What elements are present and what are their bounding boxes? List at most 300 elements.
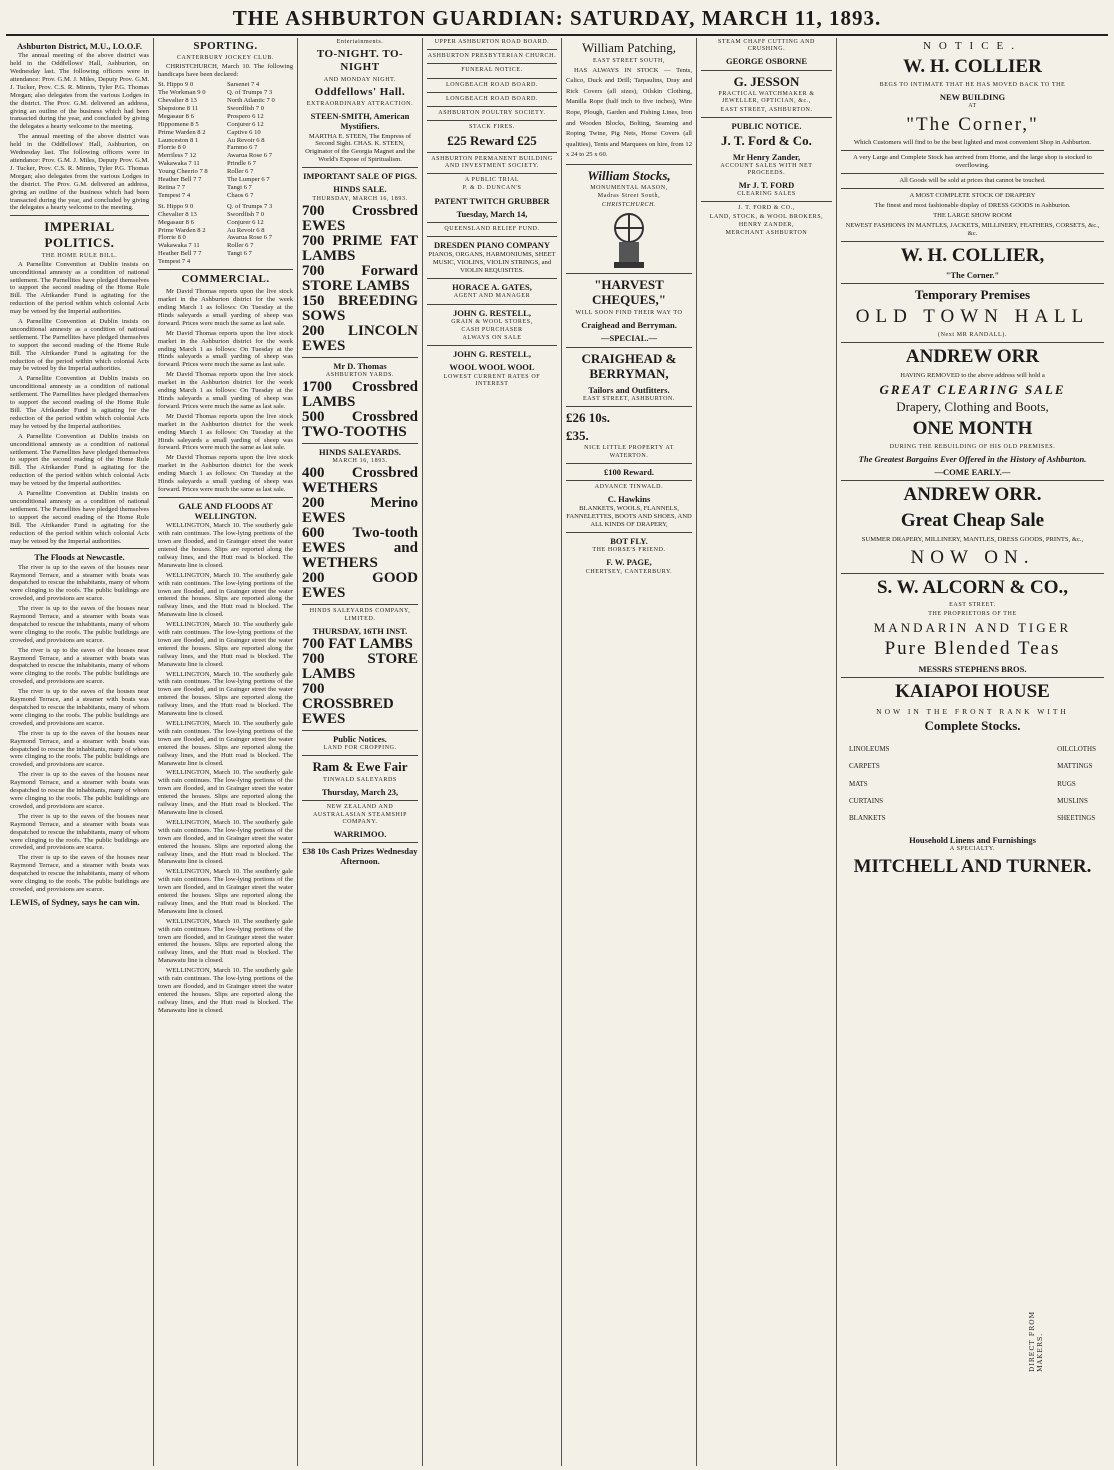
headline: ASHBURTON POULTRY SOCIETY.: [438, 109, 546, 116]
headline: IMPERIAL POLITICS.: [44, 219, 115, 250]
divider: [427, 304, 557, 305]
headline: MESSRS STEPHENS BROS.: [918, 664, 1027, 675]
list-item: 700 Crossbred EWES: [302, 202, 418, 234]
headline: "HARVEST CHEQUES,": [591, 276, 667, 308]
headline: SPORTING.: [193, 40, 258, 52]
headline: Ashburton District, M.U., I.O.O.F.: [16, 41, 143, 51]
table-cell: Q. of Trumps 7 3: [227, 89, 273, 97]
table-cell: Heather Bell 7 7: [158, 250, 202, 258]
article-text: The annual meeting of the above district was held in the Oddfellows' Hall, Ashburton, on Wednesday last. The following officers were in attendance: Prov. G.M. J. Miles, Deputy Prov. G.M. J. Tucker, Prov. C.S. R. Minnis, Tyler P.G. Thomas Morgan; also delegates from the various Lodges in the district. The Prov. G.M. delivered an address, giving an outline of the business which had been transacted during the year, and concluded by giving the delegates a hearty welcome to the meeting.: [10, 52, 149, 131]
subheadline: Madras Street South,: [597, 193, 661, 200]
divider: [302, 443, 418, 444]
list-item: 700 FAT LAMBS: [302, 636, 413, 652]
headline: Household Linens and Furnishings: [909, 834, 1036, 845]
headline: W. H. COLLIER: [903, 56, 1042, 78]
table-cell: Sarsenet 7 4: [227, 81, 260, 89]
article-text: WELLINGTON, March 10. The southerly gale with rain continues. The low-lying portions of the town are flooded, and in Grainger street the water entered the houses. Slips are reported along the railway lines, and the Hutt road is blocked. The Manawatu line is closed.: [158, 917, 293, 965]
list-item: MATTINGS: [1057, 762, 1093, 771]
column-ads-entertainment: [298, 38, 422, 1466]
subheadline: ASHBURTON YARDS.: [325, 371, 395, 378]
headline: GEORGE OSBORNE: [725, 56, 807, 67]
divider: [566, 480, 692, 481]
headline: The Greatest Bargains Ever Offered in the History of Ashburton.: [858, 453, 1087, 464]
divider: [158, 497, 293, 498]
subheadline: GRAIN & WOOL STORES,: [451, 318, 533, 325]
headline: COMMERCIAL.: [181, 273, 270, 286]
divider: [427, 49, 557, 50]
headline: THURSDAY, 16TH INST.: [312, 625, 408, 636]
ad-text: HAS ALWAYS IN STOCK — Tents, Calico, Duck and Drill; Tarpaulins, Dray and Rick Covers (all sizes), Oilskin Clothing, Manilla Rope (half inch to five inches), Wire Rope, Plough, Garden and Fishing Lines, Iron and Wooden Blocks, Bolting, Seaming and Roping Twine, Pig Nets, Horse Covers (all qualities), Tents and Marquees on hire, from 12 x 24 to 25 x 60.: [566, 66, 692, 159]
list-item: 700 PRIME FAT LAMBS: [302, 232, 418, 264]
headline: £100 Reward.: [603, 466, 655, 477]
table-cell: Conjurer 6 12: [227, 120, 264, 128]
headline: NICE LITTLE PROPERTY AT WATERTON.: [584, 445, 674, 459]
ad-text: THE LARGE SHOW ROOM: [933, 211, 1012, 219]
table-cell: The Lumper 6 7: [227, 176, 270, 184]
list-item: 700 STORE LAMBS: [302, 651, 418, 682]
divider: [566, 463, 692, 464]
list-item: CURTAINS: [849, 796, 884, 805]
subheadline: PRACTICAL WATCHMAKER & JEWELLER, OPTICIAN, &c.,: [718, 91, 815, 105]
list-item: BLANKETS: [849, 814, 886, 823]
headline: DRESDEN PIANO COMPANY: [433, 240, 550, 251]
article-text: The river is up to the eaves of the houses near Raymond Terrace, and a steamer with boats was despatched to rescue the inhabitants, many of whom were clinging to the roofs. The public buildings are crowded, and provisions are scarce.: [10, 729, 149, 769]
divider: [427, 152, 557, 153]
headline: PUBLIC NOTICE.: [731, 120, 802, 131]
divider: [841, 188, 1104, 189]
headline: Complete Stocks.: [924, 718, 1021, 734]
divider: [302, 167, 418, 168]
price: £26 10s.: [566, 410, 611, 426]
article-text: WELLINGTON, March 10. The southerly gale with rain continues. The low-lying portions of the town are flooded, and in Grainger street the water entered the houses. Slips are reported along the railway lines, and the Hutt road is blocked. The Manawatu line is closed.: [158, 522, 293, 569]
headline: HINDS SALE.: [333, 184, 387, 195]
headline: —COME EARLY.—: [934, 467, 1011, 478]
divider: [158, 269, 293, 270]
headline: NOTICE.: [922, 40, 1023, 52]
article-text: A Parnellite Convention at Dublin insists on unconditional amnesty as a condition of national settlement. The Parnellites have pledged themselves to support the second reading of the Home Rule Bill. The Afrikander Fund is agitating for the reduction of the period within which colonial Acts may be vetoed by the Imperial authorities.: [10, 490, 149, 545]
headline: ANDREW ORR: [905, 346, 1040, 368]
divider: [701, 70, 832, 71]
list-item: SHEETINGS: [1057, 814, 1096, 823]
article-text: CHRISTCHURCH, March 10. The following handicaps have been declared:: [158, 63, 293, 79]
divider: [841, 173, 1104, 174]
headline: MITCHELL AND TURNER.: [853, 856, 1092, 878]
article-text: WELLINGTON, March 10. The southerly gale with rain continues. The low-lying portions of the town are flooded, and in Grainger street the water entered the houses. Slips are reported along the railway lines, and the Hutt road is blocked. The Manawatu line is closed.: [158, 868, 293, 915]
list-item: MATS: [849, 779, 868, 788]
divider: [427, 106, 557, 107]
headline: ADVANCE TINWALD.: [594, 483, 664, 490]
article-text: The annual meeting of the above district was held in the Oddfellows' Hall, Ashburton, on Wednesday last. The following officers were in attendance: Prov. G.M. J. Miles, Deputy Prov. G.M. J. Tucker, Prov. C.S. R. Minnis, Tyler P.G. Thomas Morgan; also delegates from the various Lodges in the district. The Prov. G.M. delivered an address, giving an outline of the business which had been transacted during the year, and concluded by giving the delegates a hearty welcome to the meeting.: [10, 133, 149, 212]
ad-text: All Goods will be sold at prices that cannot be touched.: [899, 177, 1046, 185]
headline: C. Hawkins: [607, 494, 651, 505]
article-text: WELLINGTON, March 10. The southerly gale with rain continues. The low-lying portions of the town are flooded, and in Grainger street the water entered the houses. Slips are reported along the railway lines, and the Hutt road is blocked. The Manawatu line is closed.: [158, 967, 293, 1014]
divider: [566, 273, 692, 274]
subheadline: WILL SOON FIND THEIR WAY TO: [575, 310, 683, 317]
subheadline: DURING THE REBUILDING OF HIS OLD PREMISES.: [889, 443, 1056, 450]
headline: THE HORSE'S FRIEND.: [592, 547, 666, 554]
article-text: Mr David Thomas reports upon the live stock market in the Ashburton district for the week ending March 1 as follows: On Tuesday at the Hinds saleyards a small yarding of sheep was forward. Prices were much the same as last sale.: [158, 371, 293, 410]
table-cell: Q. of Trumps 7 3: [227, 202, 273, 210]
headline: Tuesday, March 14,: [456, 208, 528, 219]
divider: [427, 120, 557, 121]
article-text: The river is up to the eaves of the houses near Raymond Terrace, and a steamer with boats was despatched to rescue the inhabitants, many of whom were clinging to the roofs. The public buildings are crowded, and provisions are scarce.: [10, 605, 149, 644]
column-notices: [423, 38, 561, 1466]
article-text: Mr David Thomas reports upon the live stock market in the Ashburton district for the week ending March 1 as follows: On Tuesday at the Hinds saleyards a small yarding of sheep was forward. Prices were much the same as last sale.: [158, 454, 293, 493]
divider: [427, 78, 557, 79]
article-text: The river is up to the eaves of the houses near Raymond Terrace, and a steamer with boats was despatched to rescue the inhabitants, many of whom were clinging to the roofs. The public buildings are crowded, and provisions are scarce.: [10, 563, 149, 603]
divider: [427, 278, 557, 279]
list-item: 700 CROSSBRED EWES: [302, 681, 394, 727]
list-item: 1700 Crossbred LAMBS: [302, 379, 418, 411]
table-cell: Wakawaka 7 11: [158, 242, 200, 250]
table-cell: Prime Warden 8 2: [158, 226, 206, 234]
headline: TO-NIGHT. TO-NIGHT: [316, 48, 404, 74]
divider: [302, 357, 418, 358]
headline: W. H. COLLIER,: [900, 244, 1045, 266]
headline: Great Cheap Sale: [900, 510, 1045, 532]
divider: [10, 548, 149, 549]
headline: F. W. PAGE,: [606, 557, 652, 568]
divider: [302, 842, 418, 843]
article-text: A Parnellite Convention at Dublin insists on unconditional amnesty as a condition of national settlement. The Parnellites have pledged themselves to support the second reading of the Home Rule Bill. The Afrikander Fund is agitating for the reduction of the period within which colonial Acts may be vetoed by the Imperial authorities.: [10, 260, 149, 316]
handicap-col-left: [158, 203, 224, 266]
divider: [427, 345, 557, 346]
headline: A PUBLIC TRIAL: [464, 177, 520, 184]
table-cell: Swordfish 7 0: [227, 104, 264, 112]
divider: [566, 347, 692, 348]
subheadline: LAND, STOCK, & WOOL BROKERS,: [709, 213, 824, 220]
headline: KAIAPOI HOUSE: [895, 681, 1050, 703]
article-text: WELLINGTON, March 10. The southerly gale with rain continues. The low-lying portions of the town are flooded, and in Grainger street the water entered the houses. Slips are reported along the railway lines, and the Hutt road is blocked. The Manawatu line is closed.: [158, 670, 293, 718]
divider: [841, 283, 1104, 284]
divider: [841, 342, 1104, 343]
list-item: LINOLEUMS: [849, 744, 890, 753]
monument-illustration-icon: [604, 210, 654, 270]
headline: ASHBURTON PERMANENT BUILDING AND INVESTMENT SOCIETY.: [431, 155, 553, 170]
table-cell: Conjurer 6 12: [227, 218, 264, 226]
handicap-table: [158, 81, 293, 200]
divider: [302, 604, 418, 605]
headline: Mr Henry Zander,: [732, 151, 801, 162]
headline: G. JESSON: [733, 73, 800, 89]
headline: "The Corner,": [906, 113, 1039, 135]
section-label: Entertainments.: [336, 39, 384, 45]
list-item: CARPETS: [849, 762, 880, 771]
subheadline: THE HOME RULE BILL.: [41, 252, 118, 259]
ad-text: MARTHA E. STEEN, The Empress of Second Sight. CHAS. K. STEEN, Originator of the Georgia Magnet and the World's Expose of Spiritualism.: [305, 132, 415, 164]
column-news: [6, 38, 153, 1466]
headline: IMPORTANT SALE OF PIGS.: [303, 171, 417, 182]
date-line: MARCH 16, 1893.: [332, 458, 388, 465]
headline: HINDS SALEYARDS COMPANY, LIMITED.: [309, 608, 411, 622]
headline: STEAM CHAFF CUTTING AND CRUSHING.: [718, 39, 815, 53]
headline: UPPER ASHBURTON ROAD BOARD.: [434, 39, 550, 45]
headline: "The Corner.": [945, 270, 1000, 281]
headline: Tailors and Outfitters.: [588, 384, 670, 395]
headline: The Floods at Newcastle.: [34, 552, 125, 563]
headline: HINDS SALEYARDS.: [319, 447, 401, 458]
table-cell: Au Revoir 6 8: [227, 226, 265, 234]
headline: MANDARIN AND TIGER: [873, 619, 1072, 635]
column-ads-b: [697, 38, 836, 1466]
article-text: A Parnellite Convention at Dublin insists on unconditional amnesty as a condition of national settlement. The Parnellites have pledged themselves to support the second reading of the Home Rule Bill. The Afrikander Fund is agitating for the reduction of the period within which colonial Acts may be vetoed by the Imperial authorities.: [10, 318, 149, 373]
price: £35.: [566, 427, 589, 443]
table-cell: Awarua Rose 6 7: [227, 152, 272, 160]
subheadline: AGENT AND MANAGER: [453, 293, 531, 300]
headline: ASHBURTON PRESBYTERIAN CHURCH.: [427, 53, 557, 60]
headline: PATENT TWITCH GRUBBER: [434, 195, 550, 206]
headline: WARRIMOO.: [333, 828, 387, 839]
divider: [427, 236, 557, 237]
headline: £38 10s Cash Prizes Wednesday Afternoon.: [302, 846, 418, 867]
headline: Thursday, March 23,: [321, 787, 399, 798]
headline: BOT FLY.: [610, 536, 648, 547]
headline: GREAT CLEARING SALE: [879, 381, 1066, 397]
divider: [302, 730, 418, 731]
subheadline: EAST STREET, ASHBURTON.: [720, 106, 813, 113]
divider: [701, 117, 832, 118]
headline: William Patching,: [581, 40, 677, 55]
divider: [701, 201, 832, 202]
handicap-table: [158, 203, 293, 266]
ad-text: SUMMER DRAPERY, MILLINERY, MANTLES, DRESS GOODS, PRINTS, &c.,: [861, 535, 1084, 543]
divider: [841, 677, 1104, 678]
headline: CRAIGHEAD & BERRYMAN,: [581, 350, 677, 382]
list-item: 200 Merino EWES: [302, 495, 418, 527]
headline: Mr J. T. FORD: [738, 180, 795, 191]
subheadline: CANTERBURY JOCKEY CLUB.: [176, 55, 275, 62]
headline: £25 Reward £25: [447, 133, 537, 149]
article-text: Mr David Thomas reports upon the live stock market in the Ashburton district for the week ending March 1 as follows: On Tuesday at the Hinds saleyards a small yarding of sheep was forward. Prices were much the same as last sale.: [158, 329, 293, 369]
subheadline: BEGS TO INTIMATE THAT HE HAS MOVED BACK TO THE: [879, 81, 1066, 88]
list-item: RUGS: [1057, 779, 1076, 788]
vertical-label: DIRECT FROM MAKERS.: [1028, 1310, 1044, 1372]
ad-text: HAVING REMOVED to the above address will hold a: [900, 371, 1045, 379]
list-item: MUSLINS: [1057, 796, 1088, 805]
headline: QUEENSLAND RELIEF FUND.: [444, 226, 540, 233]
headline: NEW BUILDING: [939, 92, 1006, 103]
headline: J. T. FORD & CO.,: [738, 205, 795, 212]
ad-text: The finest and most fashionable display of DRESS GOODS in Ashburton.: [874, 201, 1071, 209]
headline: LONGBEACH ROAD BOARD.: [445, 95, 539, 102]
ad-text: A MOST COMPLETE STOCK OF DRAPERY: [909, 191, 1036, 199]
table-cell: Heather Bell 7 7: [158, 176, 202, 184]
list-item: 200 LINCOLN EWES: [302, 322, 418, 354]
table-cell: Chaos 6 7: [227, 191, 254, 199]
subheadline: MERCHANT ASHBURTON: [725, 230, 808, 236]
table-cell: Farnmo 6 7: [227, 144, 258, 152]
headline: JOHN G. RESTELL,: [453, 349, 531, 360]
table-cell: Prime Warden 8 2: [158, 128, 206, 136]
ad-text: A very Large and Complete Stock has arrived from Home, and the large shop is stocked to overflowing.: [853, 154, 1092, 170]
headline: FUNERAL NOTICE.: [461, 67, 523, 74]
subheadline: CHERTSEY, CANTERBURY.: [585, 568, 673, 575]
sale-list: [302, 204, 418, 354]
divider: [427, 222, 557, 223]
items-col-right: [1057, 736, 1096, 832]
subheadline: AT: [968, 103, 977, 110]
table-cell: Chevalier 8 13: [158, 97, 197, 104]
table-cell: Roller 6 7: [227, 168, 254, 176]
column-sporting: [154, 38, 297, 1466]
table-cell: Merriless 7 12: [158, 152, 197, 160]
ad-text: PIANOS, ORGANS, HARMONIUMS, SHEET MUSIC, VIOLINS, VIOLIN STRINGS, and VIOLIN REQUISITES.: [428, 251, 556, 275]
headline: ANDREW ORR.: [903, 484, 1042, 506]
headline: J. T. Ford & Co.: [721, 132, 812, 148]
table-cell: St. Hippo 9 0: [158, 202, 194, 210]
table-cell: Awarua Rose 6 7: [227, 234, 272, 242]
article-text: A Parnellite Convention at Dublin insists on unconditional amnesty as a condition of national settlement. The Parnellites have pledged themselves to support the second reading of the Home Rule Bill. The Afrikander Fund is agitating for the reduction of the period within which colonial Acts may be vetoed by the Imperial authorities.: [10, 432, 149, 488]
subheadline: EAST STREET.: [949, 602, 996, 609]
divider: [302, 800, 418, 801]
article-text: Mr David Thomas reports upon the live stock market in the Ashburton district for the week ending March 1 as follows: On Tuesday at the Hinds saleyards a small yarding of sheep was forward. Prices were much the same as last sale.: [158, 288, 293, 327]
items-col-left: [849, 736, 889, 832]
table-cell: Tempest 7 4: [158, 258, 191, 266]
headline: Mr D. Thomas: [333, 360, 387, 371]
headline: Craighead and Berryman.: [581, 320, 677, 331]
handicap-col-right: [227, 203, 293, 266]
subheadline: THE PROPRIETORS OF THE: [928, 610, 1017, 617]
subheadline: LAND FOR CROPPING.: [323, 745, 397, 752]
headline: STEEN-SMITH, American Mystifiers.: [310, 111, 410, 132]
ad-text: BLANKETS, WOOLS, FLANNELS, FANNELETTES, BOOTS AND SHOES, AND ALL KINDS OF DRAPERY,: [566, 505, 692, 529]
subheadline: EAST STREET, ASHBURTON.: [582, 395, 676, 402]
table-cell: North Atlantic 7 0: [227, 97, 275, 104]
headline: ONE MONTH: [912, 417, 1033, 439]
subheadline: EAST STREET SOUTH,: [592, 57, 666, 64]
table-cell: Megasaur 8 6: [158, 218, 194, 226]
divider: [10, 215, 149, 216]
headline: OLD TOWN HALL: [855, 306, 1090, 328]
table-cell: Florrie 8 0: [158, 234, 186, 242]
article-text: The river is up to the eaves of the houses near Raymond Terrace, and a steamer with boats was despatched to rescue the inhabitants, many of whom were clinging to the roofs. The public buildings are crowded, and provisions are scarce.: [10, 646, 149, 686]
article-text: Mr David Thomas reports upon the live stock market in the Ashburton district for the week ending March 1 as follows: On Tuesday at the Hinds saleyards a small yarding of sheep was forward. Prices were much the same as last sale.: [158, 412, 293, 452]
table-cell: Florrie 8 0: [158, 144, 186, 152]
column-ads-c: [837, 38, 1108, 1466]
article-text: A Parnellite Convention at Dublin insists on unconditional amnesty as a condition of national settlement. The Parnellites have pledged themselves to support the second reading of the Home Rule Bill. The Afrikander Fund is agitating for the reduction of the period within which colonial Acts may be vetoed by the Imperial authorities.: [10, 375, 149, 430]
divider: [841, 573, 1104, 574]
article-text: WELLINGTON, March 10. The southerly gale with rain continues. The low-lying portions of the town are flooded, and in Grainger street the water entered the houses. Slips are reported along the railway lines, and the Hutt road is blocked. The Manawatu line is closed.: [158, 621, 293, 668]
divider: [566, 406, 692, 407]
headline: LEWIS, of Sydney, says he can win.: [10, 896, 140, 907]
divider: [841, 150, 1104, 151]
table-cell: Hippomene 8 5: [158, 120, 199, 128]
headline: NOW ON.: [910, 546, 1035, 568]
handicap-col-left: [158, 81, 224, 200]
divider: [302, 755, 418, 756]
table-cell: Wakawaka 7 11: [158, 160, 200, 168]
headline: —SPECIAL.—: [601, 333, 657, 344]
article-text: WELLINGTON, March 10. The southerly gale with rain continues. The low-lying portions of the town are flooded, and in Grainger street the water entered the houses. Slips are reported along the railway lines, and the Hutt road is blocked. The Manawatu line is closed.: [158, 818, 293, 866]
table-cell: The Workman 9 0: [158, 89, 206, 97]
divider: [427, 92, 557, 93]
article-text: WELLINGTON, March 10. The southerly gale with rain continues. The low-lying portions of the town are flooded, and in Grainger street the water entered the houses. Slips are reported along the railway lines, and the Hutt road is blocked. The Manawatu line is closed.: [158, 571, 293, 619]
article-text: The river is up to the eaves of the houses near Raymond Terrace, and a steamer with boats was despatched to rescue the inhabitants, many of whom were clinging to the roofs. The public buildings are crowded, and provisions are scarce.: [10, 771, 149, 810]
headline: NEW ZEALAND AND AUSTRALASIAN STEAMSHIP COMPANY.: [312, 804, 408, 825]
column-ads-a: [562, 38, 696, 1466]
table-cell: Chevalier 8 13: [158, 210, 197, 218]
divider: [841, 241, 1104, 242]
table-cell: Tempest 7 4: [158, 191, 191, 199]
list-item: 150 BREEDING SOWS: [302, 292, 418, 324]
subheadline: P. & D. DUNCAN'S: [462, 185, 522, 192]
subheadline: CHRISTCHURCH.: [601, 201, 657, 208]
subheadline: CLEARING SALES: [737, 191, 796, 198]
list-item: 600 Two-tooth EWES and WETHERS: [302, 525, 418, 572]
headline: GALE AND FLOODS AT WELLINGTON.: [178, 500, 273, 522]
subheadline: (Next MR RANDALL).: [938, 331, 1007, 338]
headline: LONGBEACH ROAD BOARD.: [445, 81, 539, 88]
table-cell: Young Cheerio 7 8: [158, 168, 208, 176]
ad-text: NEWEST FASHIONS IN MANTLES, JACKETS, MILLINERY, FEATHERS, CORSETS, &c., &c.: [845, 221, 1100, 237]
masthead-rule: [6, 34, 1108, 36]
list-item: 700 Forward STORE LAMBS: [302, 262, 418, 294]
divider: [841, 480, 1104, 481]
ad-text: Which Customers will find to be the best lighted and most convenient Shop in Ashburton.: [853, 139, 1092, 147]
subheadline: EXTRAORDINARY ATTRACTION.: [306, 100, 414, 107]
headline: Oddfellows' Hall.: [314, 85, 406, 98]
headline: WOOL WOOL WOOL: [449, 362, 535, 373]
headline: S. W. ALCORN & CO.,: [876, 576, 1069, 598]
article-text: The river is up to the eaves of the houses near Raymond Terrace, and a steamer with boats was despatched to rescue the inhabitants, many of whom were clinging to the roofs. The public buildings are crowded, and provisions are scarce.: [10, 812, 149, 852]
table-cell: Prindle 6 7: [227, 160, 256, 168]
article-text: The river is up to the eaves of the houses near Raymond Terrace, and a steamer with boats was despatched to rescue the inhabitants, many of whom were clinging to the roofs. The public buildings are crowded, and provisions are scarce.: [10, 854, 149, 893]
subheadline: AND MONDAY NIGHT.: [323, 76, 397, 83]
headline: Drapery, Clothing and Boots,: [896, 399, 1049, 415]
divider: [427, 173, 557, 174]
table-cell: Shepstone 8 11: [158, 104, 199, 112]
table-cell: Megasaur 8 6: [158, 112, 194, 120]
headline: Ram & Ewe Fair: [312, 759, 408, 775]
table-cell: Swordfish 7 0: [227, 210, 264, 218]
article-text: WELLINGTON, March 10. The southerly gale with rain continues. The low-lying portions of the town are flooded, and in Grainger street the water entered the houses. Slips are reported along the railway lines, and the Hutt road is blocked. The Manawatu line is closed.: [158, 720, 293, 767]
headline: HORACE A. GATES,: [452, 282, 532, 293]
headline: STACK FIRES.: [469, 124, 515, 131]
headline: Temporary Premises: [914, 287, 1031, 303]
table-cell: Launceston 8 1: [158, 136, 199, 144]
table-cell: Roller 6 7: [227, 242, 254, 250]
subheadline: A SPECIALTY.: [949, 845, 996, 852]
table-cell: Prospero 6 12: [227, 112, 264, 120]
headline: Public Notices.: [333, 734, 387, 744]
divider: [566, 164, 692, 165]
items-table: [841, 736, 1104, 832]
date-line: THURSDAY, MARCH 16, 1893.: [312, 195, 408, 202]
article-text: The river is up to the eaves of the houses near Raymond Terrace, and a steamer with boats was despatched to rescue the inhabitants, many of whom were clinging to the roofs. The public buildings are crowded, and provisions are scarce.: [10, 688, 149, 727]
subheadline: NOW IN THE FRONT RANK WITH: [876, 707, 1069, 717]
list-item: 400 Crossbred WETHERS: [302, 465, 418, 497]
subheadline: ALWAYS ON SALE: [462, 335, 522, 342]
subheadline: LOWEST CURRENT RATES OF INTEREST: [443, 373, 541, 387]
subheadline: MONUMENTAL MASON,: [590, 185, 668, 192]
table-cell: St. Hippo 9 0: [158, 81, 194, 89]
headline: JOHN G. RESTELL,: [453, 307, 531, 318]
list-item: 200 GOOD EWES: [302, 570, 418, 602]
subheadline: HENRY ZANDER,: [738, 221, 795, 228]
list-item: 500 Crossbred TWO-TOOTHS: [302, 409, 418, 441]
table-cell: Au Revoir 6 8: [227, 136, 265, 144]
subheadline: TINWALD SALEYARDS: [323, 776, 397, 783]
table-cell: Tangi 6 7: [227, 250, 252, 258]
subheadline: CASH PURCHASER: [461, 326, 523, 333]
list-item: OILCLOTHS: [1057, 744, 1096, 753]
table-cell: Captive 6 10: [227, 128, 261, 136]
headline: Pure Blended Teas: [884, 638, 1061, 660]
masthead: THE ASHBURTON GUARDIAN: SATURDAY, MARCH 11, 1893.: [232, 6, 882, 30]
table-cell: Tangi 6 7: [227, 183, 252, 191]
divider: [566, 532, 692, 533]
divider: [427, 63, 557, 64]
